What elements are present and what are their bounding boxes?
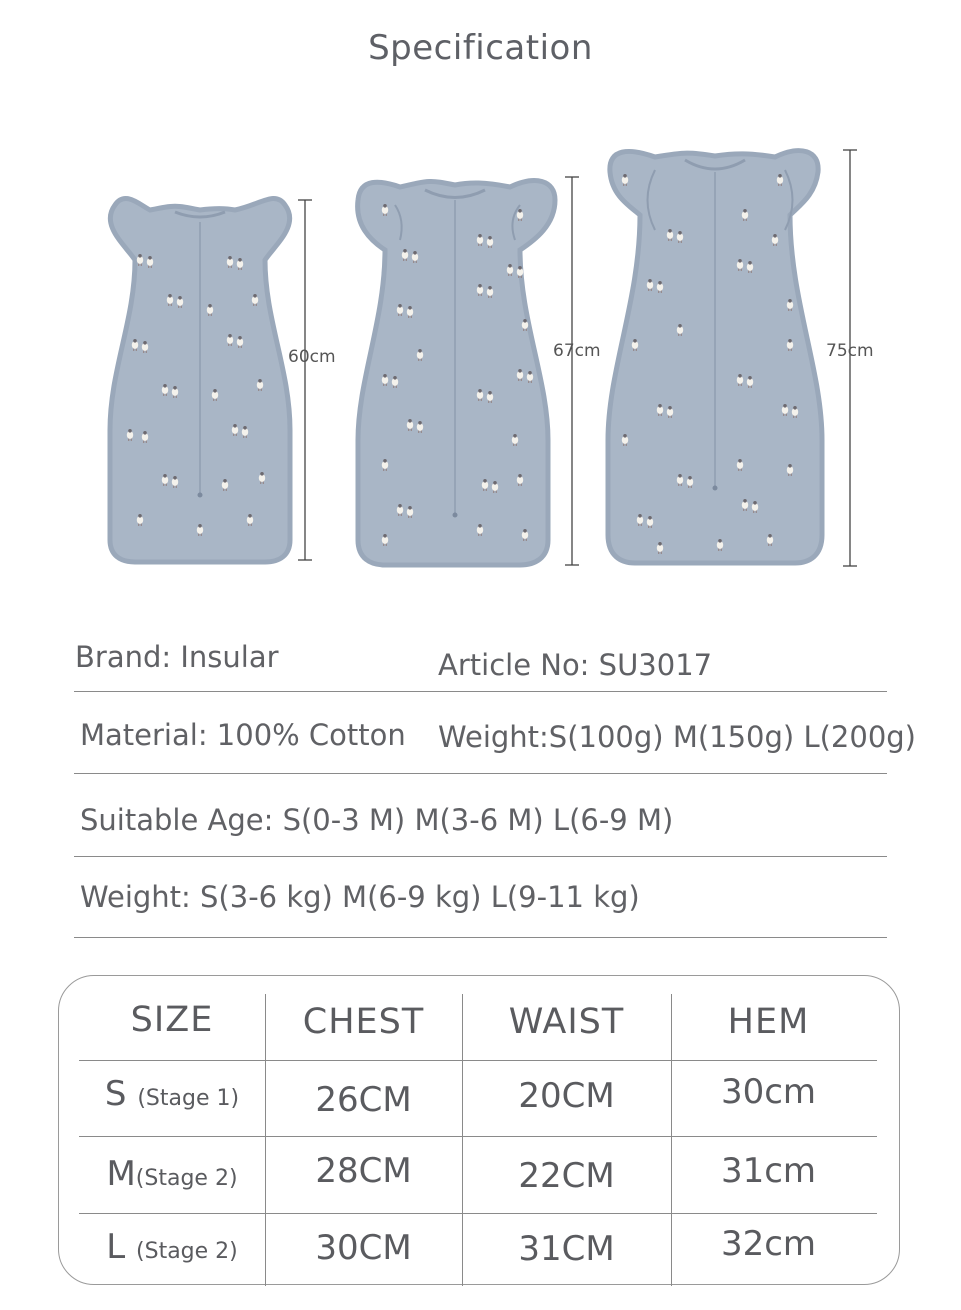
size-stage: (Stage 2) [135,1166,238,1191]
hem-cell: 30cm [720,1072,817,1112]
size-cell-l [79,1227,265,1267]
size-stage: (Stage 1) [137,1086,240,1111]
waist-cell: 22CM [518,1156,615,1196]
swaddle-illustration [0,0,961,620]
size-letter: S [104,1074,127,1114]
garment-weight-text: Weight:S(100g) M(150g) L(200g) [438,720,916,754]
dimension-line-s [298,200,312,560]
chest-cell: 30CM [315,1228,412,1268]
divider [74,856,887,857]
suitable-age-text: Suitable Age: S(0-3 M) M(3-6 M) L(6-9 M) [80,803,674,837]
header-waist: WAIST [508,1002,625,1042]
row-divider [79,1136,877,1137]
dimension-line-m [565,177,579,565]
page-title: Specification [368,28,593,68]
divider [74,691,887,692]
row-divider [79,1060,877,1061]
length-label-m: 67cm [553,341,601,361]
header-size: SIZE [130,1000,214,1040]
baby-weight-text: Weight: S(3-6 kg) M(6-9 kg) L(9-11 kg) [80,880,640,914]
length-label-l: 75cm [826,341,874,361]
material-text: Material: 100% Cotton [80,718,406,752]
chest-cell: 28CM [315,1151,412,1191]
waist-cell: 20CM [518,1076,615,1116]
header-hem: HEM [727,1002,810,1042]
hem-cell: 31cm [720,1151,817,1191]
brand-text: Brand: Insular [75,640,279,674]
size-letter: M [106,1154,136,1194]
garment-s [110,199,290,562]
size-cell-s [79,1074,265,1114]
header-chest: CHEST [302,1002,425,1042]
hem-cell: 32cm [720,1224,817,1264]
length-label-s: 60cm [288,347,336,367]
garment-m [358,181,555,565]
garment-l [608,151,822,563]
size-table [58,975,900,1285]
chest-cell: 26CM [315,1080,412,1120]
row-divider [79,1213,877,1214]
divider [74,773,887,774]
size-cell-m [79,1154,265,1194]
divider [74,937,887,938]
waist-cell: 31CM [518,1229,615,1269]
size-letter: L [106,1227,126,1267]
size-stage: (Stage 2) [136,1239,238,1264]
article-number-text: Article No: SU3017 [438,648,713,682]
